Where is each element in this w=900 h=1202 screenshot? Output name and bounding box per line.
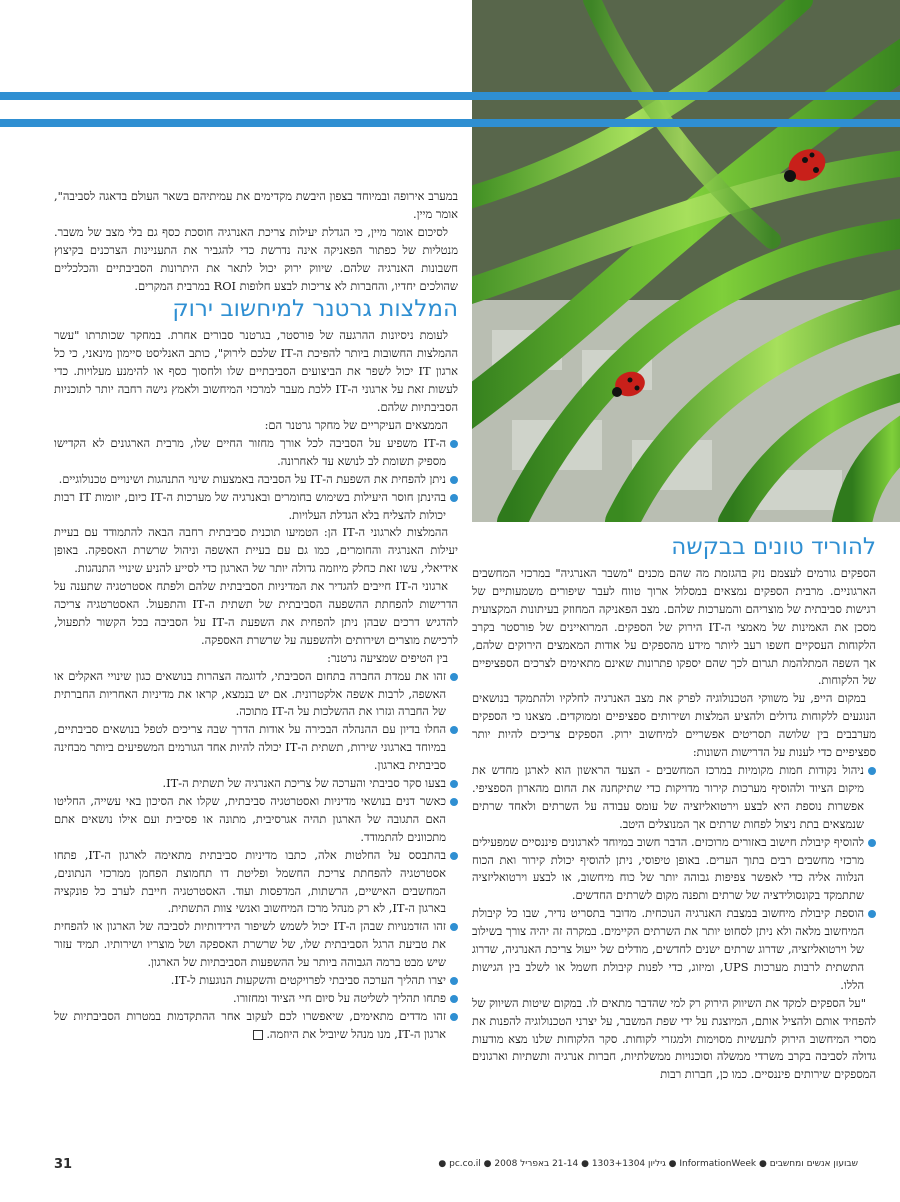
bullet-icon bbox=[450, 494, 458, 502]
findings-list bbox=[54, 435, 458, 525]
bullet-icon bbox=[450, 673, 458, 681]
list-item: בהינתן חוסר היעילות בשימוש בחומרים ובאנרגיה של מערכות ה-IT כיום, יזומות IT רבות יכולות להצליח בלא הגדלת העלויות. bbox=[54, 489, 458, 525]
page-footer bbox=[54, 1156, 858, 1172]
gartner-paragraph-1: לעומת ניסיונות ההרגעה של פורסטר, בגרטנר סבורים אחרת. במחקר שכותרתו "עשר ההמלצות החשובות ביותר להפיכת ה-IT שלכם לירוק", כותב האנליסט סיימון מינאני, כי כל ארגון IT יכול לשפר את הביצועים הסביבתיים שלו ולחסוך כסף או להימנע מעלויות. כדי לעשות זאת על ארגוני ה-IT ללכת מעבר למרכזי המיחשוב ולאמץ גישה רחבה יותר לתוכניות הסביבתיות שלהם. bbox=[54, 328, 459, 415]
bullet-icon bbox=[450, 995, 458, 1003]
gartner-paragraph-2: הממצאים העיקריים של מחקר גרטנר הם: bbox=[264, 417, 448, 432]
list-item: זהו הזדמנויות שבהן ה-IT יכול לשמש לשיפור הידידותיות לסביבה של הארגון או להפחית את טביעת הרגל הסביבתית שלו, של שרשרת האספקה ושל מוצריו ושירותיו. תמיד עזור שיש מבט ברמה הגבוהה ביותר על ההשפעות הסביבתיות של הארגון. bbox=[54, 918, 458, 972]
list-item: בצעו סקר סביבתי והערכה של צריכת האנרגיה של תשתית ה-IT. bbox=[54, 775, 458, 793]
top-accent-band bbox=[0, 92, 900, 100]
list-item: ניתן להפחית את השפעת ה-IT על הסביבה באמצעות שינוי התנהגות ושינויים טכנולוגיים. bbox=[54, 471, 458, 489]
photo-illustration bbox=[472, 0, 900, 522]
list-item: הוספת קיבולת מיחשוב במצבת האנרגיה הנוכחית. מדובר בתסריט נדיר, שבו כל קיבולת המיחשוב מלאה ולא ניתן לסחוט יותר את השרתים הקיימים. במקרה זה יהיה צורך בשילוב של וירטואליזציה, שדרוג שרתים ישנים לחדשים, מודלים של ייעול צריכת האנרגיה, שדרוג התשתית לרבות מערכות UPS, ומיזוג, כדי לפנות קיבולת חשמל או לשלב בין הגישות הללו. bbox=[472, 905, 876, 995]
scenarios-list bbox=[472, 762, 876, 995]
list-item: בהתבסס על החלטות אלה, כתבו מדיניות סביבתית מתאימה לארגון ה-IT, פתחו אסטרטגיה להפחתת צריכת החשמל ופליטת דו תחמוצת הפחמן ממרכזי הנתונים, המחשבים האישיים, הרשתות, המדפסות ועוד. האסטרטגיה חייבת לערב כל פונקציה בארגון ה-IT, לא רק מנהל מרכז המיחשוב ואנשי צוות התשתית. bbox=[54, 847, 458, 919]
bullet-icon bbox=[450, 780, 458, 788]
gartner-paragraph-4: ארגוני ה-IT חייבים להגדיר את המדיניות הסביבתית שלהם ולפתח אסטרטגיה שתענה על הדרישות להפחתת ההשפעה הסביבתית של תשתית ה-IT והתפעול. האסטרטגיה צריכה להדגיש דרכים שבהן ניתן להפחית את השפעת ה-IT על הסביבה בכל הקשור לתפעול, לרכישת מוצרים ושירותים ולהשפעה על שרשרת האספקה. bbox=[54, 579, 458, 647]
gartner-paragraph-3: ההמלצות לארגוני ה-IT הן: הטמיעו תוכנית סביבתית רחבה הבאה להתמודד עם בעיית יעילות האנרגיה והחומרים, כמו גם עם בעיית האשפה וניהול שרשרת האספקה. באופן אידיאלי, עשו זאת כחלק מיוזמה גדולה יותר של הארגון כדי לסייע להניע שינויי התנהגות. bbox=[54, 525, 458, 576]
list-item: החלו בדיון עם ההנהלה הבכירה על אודות הדרך שבה צריכים לטפל בנושאים סביבתיים, במיוחד בארגוני שירות, תשתית ה-IT יכולה להיות אחד הגורמים המשפיעים ביותר מבחינה סביבתית בארגון. bbox=[54, 721, 458, 775]
list-item: ה-IT משפיע על הסביבה לכל אורך מחזור החיים שלו, מרבית הארגונים לא הקדישו מספיק תשומת לב לנושא עד לאחרונה. bbox=[54, 435, 458, 471]
list-item: זהו את עמדת החברה בתחום הסביבתי, לדוגמה הצהרות בנושאים כגון שינויי האקלים או האשפה, לרבות אשפה אלקטרונית. אם יש בנמצא, קראו את מדיניות האחריות החברתית של החברה וגזרו את ההשלכות על ה-IT מתוכה. bbox=[54, 668, 458, 722]
footer-publication-info: שבועון אנשים ומחשבים ● InformationWeek ● גיליון 1303+1304 ● 21-14 באפריל 2008 ● pc.co.il ● bbox=[438, 1159, 858, 1169]
bullet-icon bbox=[868, 910, 876, 918]
bullet-icon bbox=[450, 977, 458, 985]
bullet-icon bbox=[450, 1013, 458, 1021]
end-mark-icon bbox=[253, 1030, 263, 1040]
list-item: פתחו תהליך לשליטה על סיום חיי הציוד ומחזורו. bbox=[54, 990, 458, 1008]
tone-paragraph-2: במקום הייפ, על משווקי הטכנולוגיה לפרק את מצב האנרגיה לחלקיו ולהתמקד בנושאים הנוגעים ללקוחות גדולים ולהציע המלצות ושירותים ספציפיים וממוקדים. מצאנו כי הספקים מערבבים בין שלושה תסריטים אפשריים למיחשוב ירוק. הספקים צריכים להיות יותר ספציפיים כדי לענות על הדרישות השונות: bbox=[472, 691, 876, 760]
bullet-icon bbox=[450, 726, 458, 734]
list-item: זהו מדדים מתאימים, שיאפשרו לכם לעקוב אחר ההתקדמות במטרות הסביבתיות של ארגון ה-IT, מנו מנהל שיוביל את היוזמה. bbox=[54, 1008, 458, 1044]
bullet-icon bbox=[450, 476, 458, 484]
gartner-paragraph-5: בין הטיפים שמציעה גרטנר: bbox=[327, 650, 448, 665]
tone-paragraph-1: הספקים גורמים לעצמם נזק בהגזמת מה שהם מכנים "משבר האנרגיה" במרכזי המחשבים הארגוניים. מרבית הספקים נמצאים במסלול ארוך טווח לעבר שיפורים משמעותיים של רגישות סביבתית של מוצריהם והמערכות שלהם. מצב הפאניקה המחוזק בעיתונות המקצועית מסכן את האמינות של מאמצי ה-IT הירוק של הספקים. המרואיינים של פורסטר בקרב הלקוחות העסקיים חשפו רעב ליותר מידע מהספקים על אודות המאמצים הירוקים שלהם, אך השפה המתלהמת תגרום לכך שהם יספקו פתרונות שאינם מתאימים לצרכים הספציפיים של הלקוחות. bbox=[472, 566, 877, 688]
list-item: להוסיף קיבולת חישוב באזורים מרוכזים. הדבר חשוב במיוחד לארגונים פיננסיים שמפעילים מרכזי מחשבים רבים בתוך הערים. באופן טיפוסי, ניתן להוסיף יכולת קירור ואת הכוח הנלווה אליה כדי לאפשר צפיפות גבוהה יותר של כוח מיחשוב, או לבצע וירטואליזציה שתתמקד בקונסולידציה של שרתים ותפנה מקום לשרתים החדשים. bbox=[472, 834, 876, 906]
tips-list bbox=[54, 668, 458, 1044]
section-heading-gartner: המלצות גרטנר למיחשוב ירוק bbox=[172, 296, 458, 323]
list-item: ניהול נקודות חמות מקומיות במרכז המחשבים - הצעד הראשון הוא לארגן מחדש את מיקום הציוד ולהוסיף מערכות קירור מדויקות כדי שתיקחנה את החום מהארון הספציפי. אפשרות נוספת היא לבצע וירטואליזציה של עומס עבודה על השרתים ולאחד שרתים שנמצאים בתת ניצול לפחות שרתים אך המנוצלים היטב. bbox=[472, 762, 876, 834]
second-accent-band bbox=[0, 119, 900, 127]
intro-paragraph-2: לסיכום אומר מיין, כי הגדלת יעילות צריכת האנרגיה חוסכת כסף גם בלי מצב של משבר. מנטליות של כפתור הפאניקה אינה נדרשת כדי להגביר את התעניינות הצרכנים בקיצוץ חשבונות האנרגיה שלהם. שיווק ירוק יכול לתאר את היתרונות הסביבתיים והכלכליים שהולכים יחדיו, והחברות לא צריכות לבצע חלופות ROI במרבית המקרים. bbox=[54, 224, 458, 293]
intro-paragraph-1: במערב אירופה ובמיוחד בצפון היבשת מקדימים את עמיתיהם בשאר העולם בדאגה לסביבה", אומר מיין. bbox=[54, 189, 458, 221]
right-column bbox=[472, 533, 876, 1084]
bullet-icon bbox=[450, 798, 458, 806]
list-item: כאשר דנים בנושאי מדיניות ואסטרטגיה סביבתית, שקלו את הסיכון באי עשייה, החליטו האם התגובה של הארגון תהיה אגרסיבית, מתונה או פסיבית ועם אילו נושאים אתם מתכוונים להתמודד. bbox=[54, 793, 458, 847]
bullet-icon bbox=[450, 440, 458, 448]
bullet-icon bbox=[868, 767, 876, 775]
list-item: יצרו תהליך הערכה סביבתי לפרויקטים והשקעות הנוגעות ל-IT. bbox=[54, 972, 458, 990]
section-heading-tone-down: להוריד טונים בבקשה bbox=[671, 534, 876, 560]
bullet-icon bbox=[868, 839, 876, 847]
left-column bbox=[54, 188, 458, 1044]
bullet-icon bbox=[450, 923, 458, 931]
cables-ladybugs-photo bbox=[472, 0, 900, 522]
page-number: 31 bbox=[54, 1156, 73, 1172]
tone-paragraph-3: "על הספקים למקד את השיווק הירוק רק למי שהדבר מתאים לו. במקום שיטות השיווק של להפחיד אותם ולהציל אותם, המיוצגת על ידי שפת המשבר, על יצרני הטכנולוגיה להפנות את מסרי המיחשוב הירוק לתעשיות מסוימות ולמגזרי לקוחות. סקר הלקוחות שלנו מצא מודעות גדולה לסביבה בקרב משרדי ממשלה וסוכנויות ממשלתיות, חברות אנרגיה ותשתיות וארגונים המספקים שירותים פיננסיים. כמו כן, חברות רבות bbox=[472, 995, 876, 1082]
bullet-icon bbox=[450, 852, 458, 860]
